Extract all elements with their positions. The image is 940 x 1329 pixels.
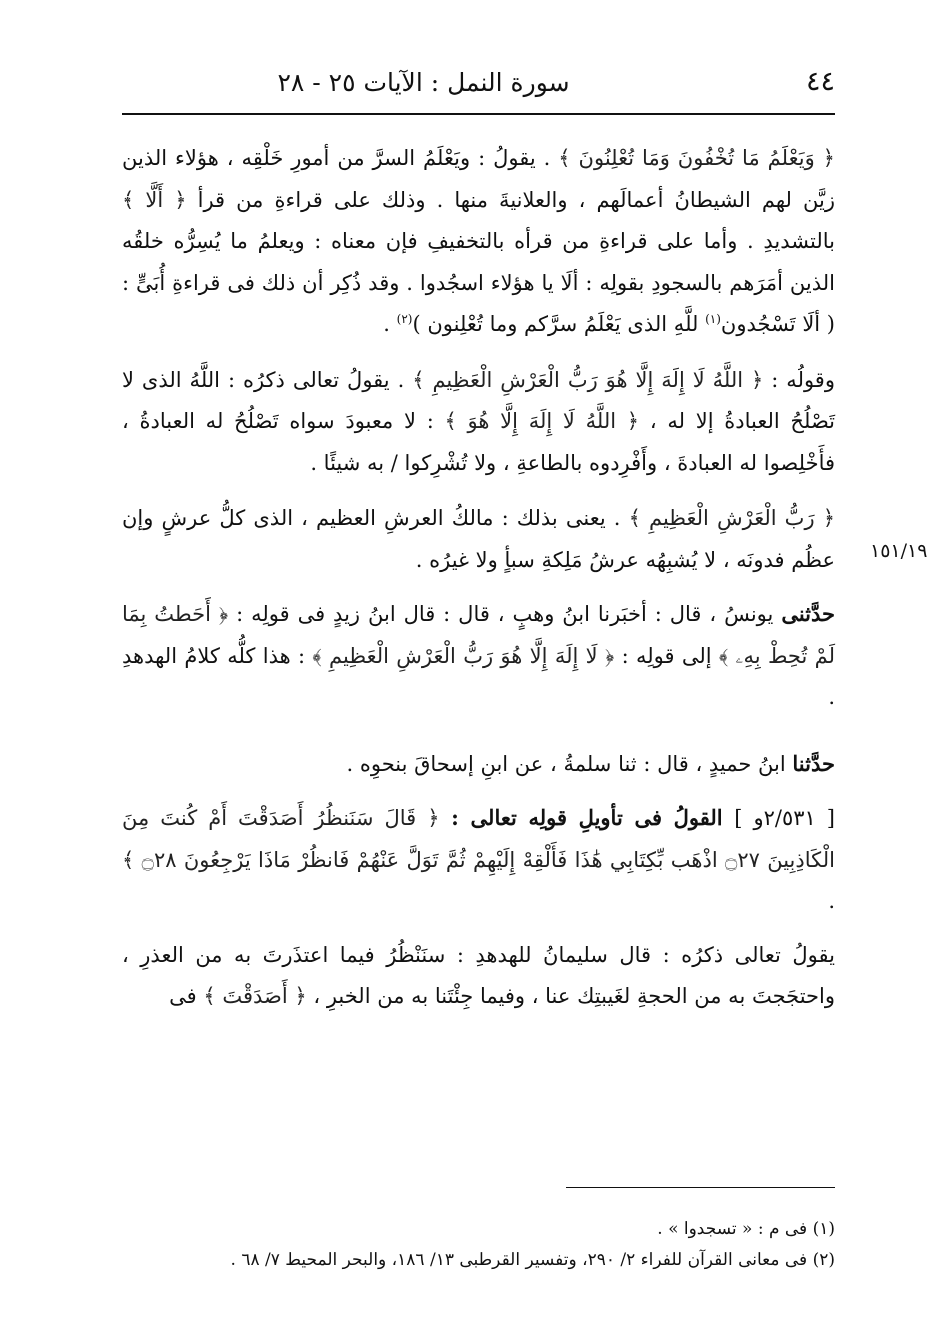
commentary-text: وقولُه : <box>763 367 835 392</box>
commentary-text: : هذا كلُّه كلامُ الهدهدِ . <box>122 643 835 709</box>
paragraph-3 <box>122 498 835 581</box>
commentary-text: . يقولُ : ويَعْلَمُ السرَّ من أمورِ خَلْقِه ، هؤلاء الذين زيَّن لهم الشيطانُ أعمالَهم ، والعلانيةَ منها . وذلك على قراءةِ من قرأ <box>122 146 835 212</box>
commentary-text: ابنُ حميدٍ ، قال : ثنا سلمةُ ، عن ابنِ إسحاقَ بنحوِه . <box>346 751 793 776</box>
footnote-marker-1: (١) <box>705 312 721 326</box>
paragraph-6 <box>122 797 835 923</box>
quran-quote: ﴿ أَصَدَقْتَ ﴾ <box>203 984 307 1008</box>
quran-quote: ﴿ رَبُّ الْعَرْشِ الْعَظِيمِ ﴾ <box>628 506 835 530</box>
running-head <box>122 66 835 102</box>
header-rule <box>122 113 835 115</box>
commentary-text: . يعنى بذلك : مالكُ العرشِ العظيم ، الذى كلُّ عرشٍ وإن عظُم فدونَه ، لا يُشبِهُه عرشُ مَلِكةِ سبأٍ ولا غيرُه . <box>122 506 835 572</box>
hadith-chain-lead: حدَّثنى <box>781 601 836 626</box>
hadith-chain-lead: حدَّثنا <box>792 750 835 776</box>
footnote-2: (٢) فى معانى القرآن للفراء ٢/ ٢٩٠، وتفسير القرطبى ١٣/ ١٨٦، والبحر المحيط ٧/ ٦٨ . <box>230 1250 835 1270</box>
quran-quote: ﴿ لَا إِلَهَ إِلَّا هُوَ رَبُّ الْعَرْشِ الْعَظِيمِ ﴾ <box>312 643 615 668</box>
paragraph-2 <box>122 360 835 485</box>
paragraph-4 <box>122 593 835 719</box>
paragraph-5 <box>122 743 835 786</box>
manuscript-reference: [ ٢/٥٣١و ] <box>734 806 835 830</box>
paragraph-1 <box>122 138 835 346</box>
commentary-text: : لا معبودَ سواه تَصْلُحُ له العبادةُ ، فأَخْلِصوا له العبادةَ ، وأَفْرِدوه بالطاعةِ ، ولا تُشْرِكوا / به شيئًا . <box>122 409 835 475</box>
margin-reference: ١٥١/١٩ <box>870 540 928 562</box>
quran-quote: ﴿ أَلَّا ﴾ <box>122 187 187 212</box>
footnote-marker-2: (٢) <box>396 312 413 326</box>
quran-quote: ﴿ اللَّهُ لَا إِلَهَ إِلَّا هُوَ رَبُّ الْعَرْشِ الْعَظِيمِ ﴾ <box>412 367 764 392</box>
commentary-text: يونسُ ، قال : أخبَرنا ابنُ وهبٍ ، قال : قال ابنُ زيدٍ فى قولِه : <box>228 602 782 626</box>
quran-quote: ﴿ اللَّهُ لَا إِلَهَ إِلَّا هُوَ ﴾ <box>444 409 640 433</box>
quran-quote: ﴿ أَحَطتُ بِمَا لَمْ تُحِطْ بِهِۦ ﴾ <box>122 602 835 668</box>
commentary-text: إلى قولِه : <box>614 643 719 668</box>
quran-quote: ﴿ وَيَعْلَمُ مَا تُخْفُونَ وَمَا تُعْلِنُونَ ﴾ <box>558 146 835 170</box>
commentary-text: . <box>828 889 835 913</box>
commentary-text: يقولُ تعالى ذكرُه : قال سليمانُ للهدهدِ : سنَنْظُرُ فيما اعتذَرتَ به من العذرِ ، واحتجَجتَ به من الحجةِ لغَيبتِك عنا ، وفيما جِئْتَنا به من الخبرِ ، <box>122 942 835 1008</box>
paragraph-7 <box>122 935 835 1018</box>
page-number: ٤٤ <box>805 66 835 97</box>
commentary-text: فى <box>169 984 204 1008</box>
commentary-text: . يقولُ تعالى ذكرُه : اللَّهُ الذى لا تَصْلُحُ العبادةُ إلا له ، <box>122 367 835 433</box>
footnote-1: (١) فى م : « تسجدوا » . <box>657 1219 835 1239</box>
commentary-text: . <box>383 312 397 336</box>
commentary-text: للَّهِ الذى يَعْلَمُ سرَّكم وما تُعْلِنون ) <box>412 312 706 336</box>
commentary-text: بالتشديدِ . وأما على قراءةِ من قرأه بالتخفيفِ فإن معناه : ويعلمُ ما يُسِرُّه خلقُه الذين أمَرَهم بالسجودِ بقولِه : ألَا يا هؤلاء اسجُدوا . وقد ذُكِر أن ذلك فى قراءةِ أُبَىٍّ : ( ألَا تَسْجُدون <box>122 229 835 336</box>
section-heading: القولُ فى تأويلِ قولِه تعالى : <box>439 805 735 830</box>
main-text <box>122 138 835 1018</box>
footnote-rule <box>566 1187 835 1188</box>
footnotes <box>122 1214 835 1276</box>
running-title: سورة النمل : الآيات ٢٥ - ٢٨ <box>277 68 570 97</box>
quran-quote: ﴿ قَالَ سَنَنظُرُ أَصَدَقْتَ أَمْ كُنتَ مِنَ الْكَاذِبِينَ ۝٢٧ اذْهَب بِّكِتَابِي هَٰذَا فَأَلْقِهْ إِلَيْهِمْ ثُمَّ تَوَلَّ عَنْهُمْ فَانظُرْ مَاذَا يَرْجِعُونَ ۝٢٨ ﴾ <box>122 806 835 872</box>
